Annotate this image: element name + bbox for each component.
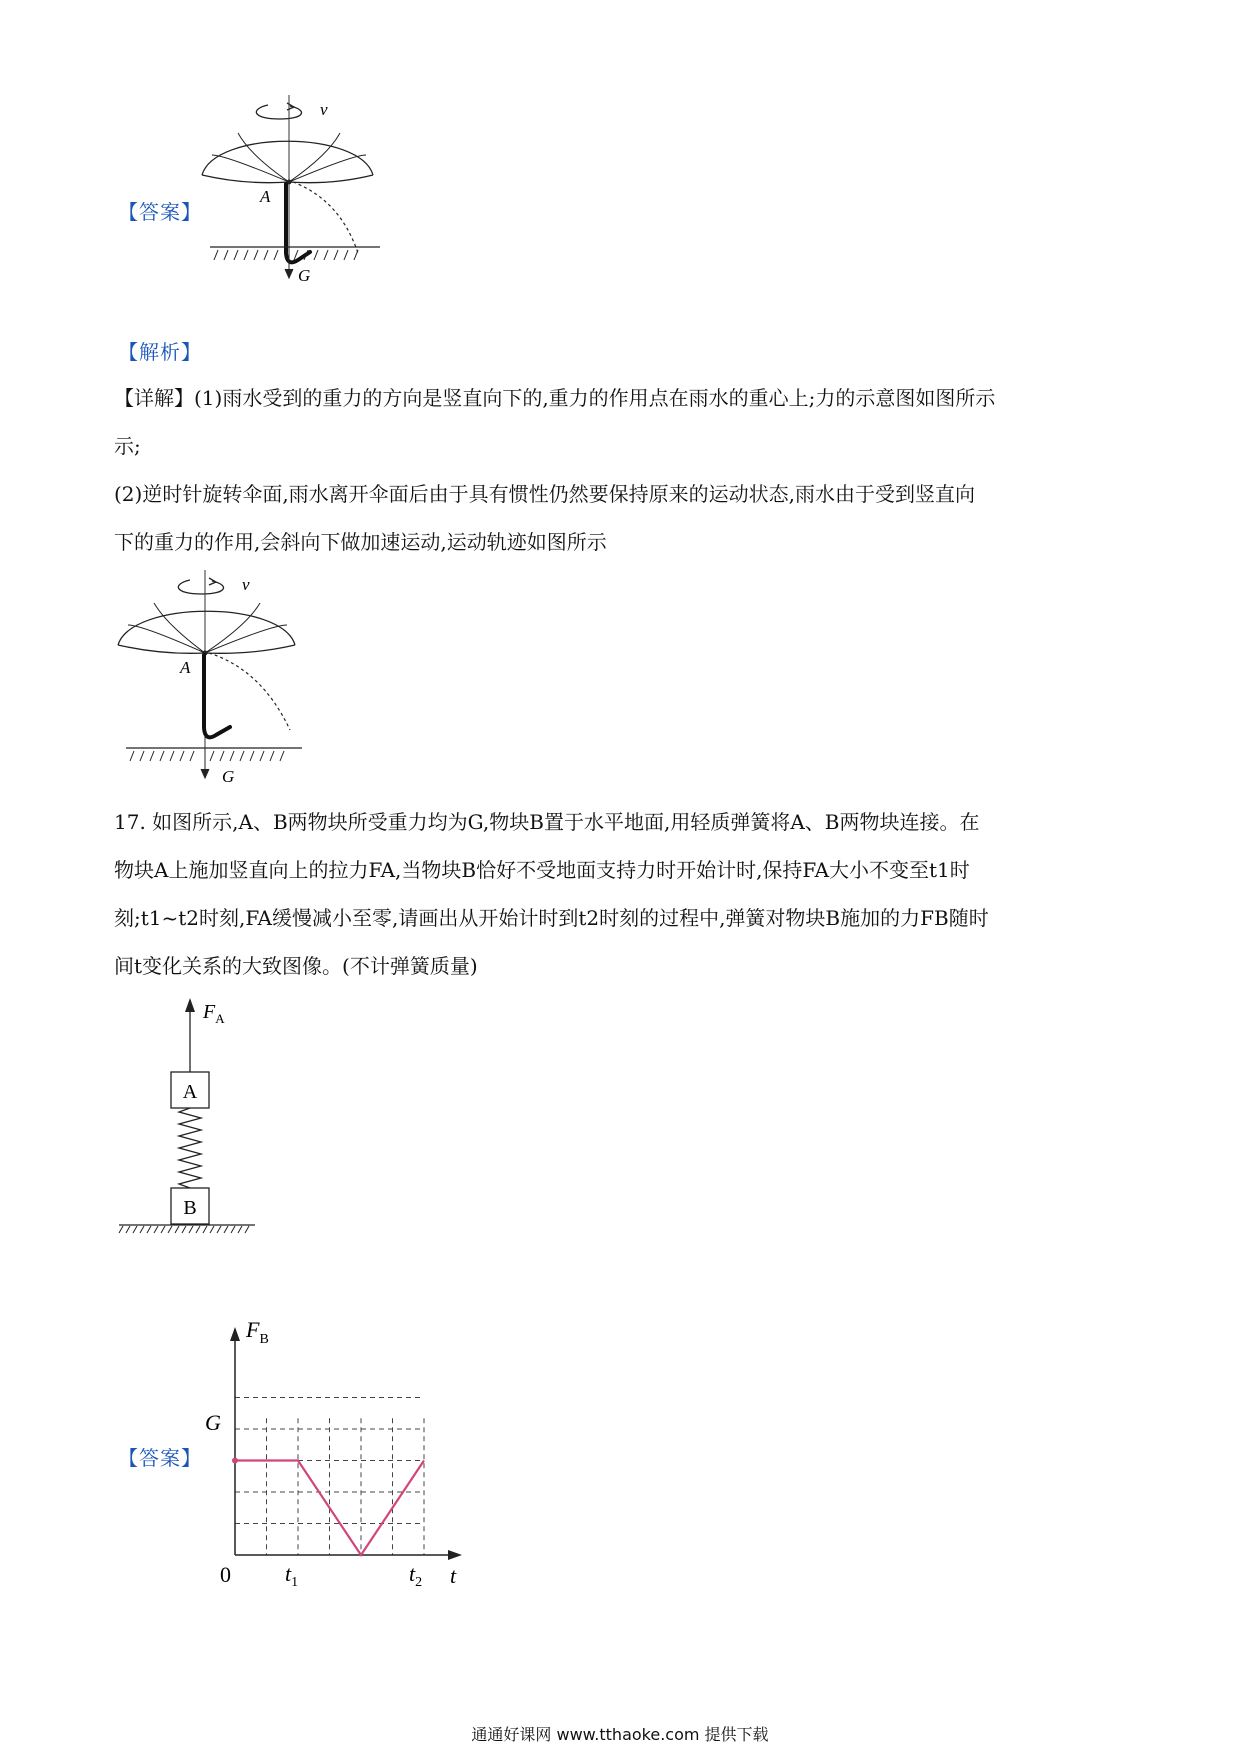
- answer-tag-2: 【答案】: [118, 1446, 202, 1470]
- block-b-label: B: [183, 1197, 197, 1219]
- fb-start-point: [232, 1458, 238, 1464]
- umbrella-figure-1: [190, 95, 390, 320]
- answer-tag-1: 【答案】: [118, 200, 202, 224]
- detail-line-1: 【详解】(1)雨水受到的重力的方向是竖直向下的,重力的作用点在雨水的重心上;力的示意图如图所示: [114, 386, 996, 410]
- graph-series: [232, 1458, 424, 1556]
- graph-grid: [235, 1398, 424, 1556]
- detail-line-3: (2)逆时针旋转伞面,雨水离开伞面后由于具有惯性仍然要保持原来的运动状态,雨水由于受到竖直向: [114, 482, 976, 506]
- origin-label: 0: [220, 1562, 231, 1587]
- spring: [179, 1108, 201, 1188]
- point-a-label: A: [260, 187, 271, 206]
- force-fa-label: $F_A$: [203, 1001, 225, 1026]
- x-tick-t2: $t_2$: [409, 1561, 423, 1590]
- fb-t-graph: [200, 1315, 480, 1590]
- point-a-label-2: A: [180, 658, 191, 677]
- analysis-tag: 【解析】: [118, 340, 202, 364]
- velocity-label-2: v: [242, 575, 250, 594]
- q17-line-4: 间t变化关系的大致图像。(不计弹簧质量): [114, 954, 478, 978]
- gravity-label: G: [298, 266, 311, 285]
- detail-paragraph: [114, 374, 1134, 566]
- q17-line-2: 物块A上施加竖直向上的拉力FA,当物块B恰好不受地面支持力时开始计时,保持FA大小不变至t1时: [114, 858, 970, 882]
- question-17: [114, 798, 1134, 990]
- q17-line-3: 刻;t1~t2时刻,FA缓慢减小至零,请画出从开始计时到t2时刻的过程中,弹簧对物块B施加的力FB随时: [114, 906, 989, 930]
- spring-figure: [115, 990, 275, 1240]
- detail-line-4: 下的重力的作用,会斜向下做加速运动,运动轨迹如图所示: [114, 530, 607, 554]
- y-tick-g: G: [205, 1410, 221, 1435]
- umbrella-figure-2: [112, 570, 312, 795]
- y-axis-label: $F_B$: [246, 1317, 269, 1347]
- q17-line-1: 17. 如图所示,A、B两物块所受重力均为G,物块B置于水平地面,用轻质弹簧将A、B两物块连接。在: [114, 810, 980, 834]
- block-a-label: A: [182, 1081, 198, 1103]
- x-tick-t1: $t_1$: [285, 1561, 299, 1590]
- x-axis-label: t: [450, 1563, 457, 1588]
- gravity-label-2: G: [222, 767, 235, 786]
- page-footer: 通通好课网 www.tthaoke.com 提供下载: [471, 1725, 769, 1744]
- velocity-label: v: [320, 100, 328, 119]
- detail-line-2: 示;: [114, 434, 141, 458]
